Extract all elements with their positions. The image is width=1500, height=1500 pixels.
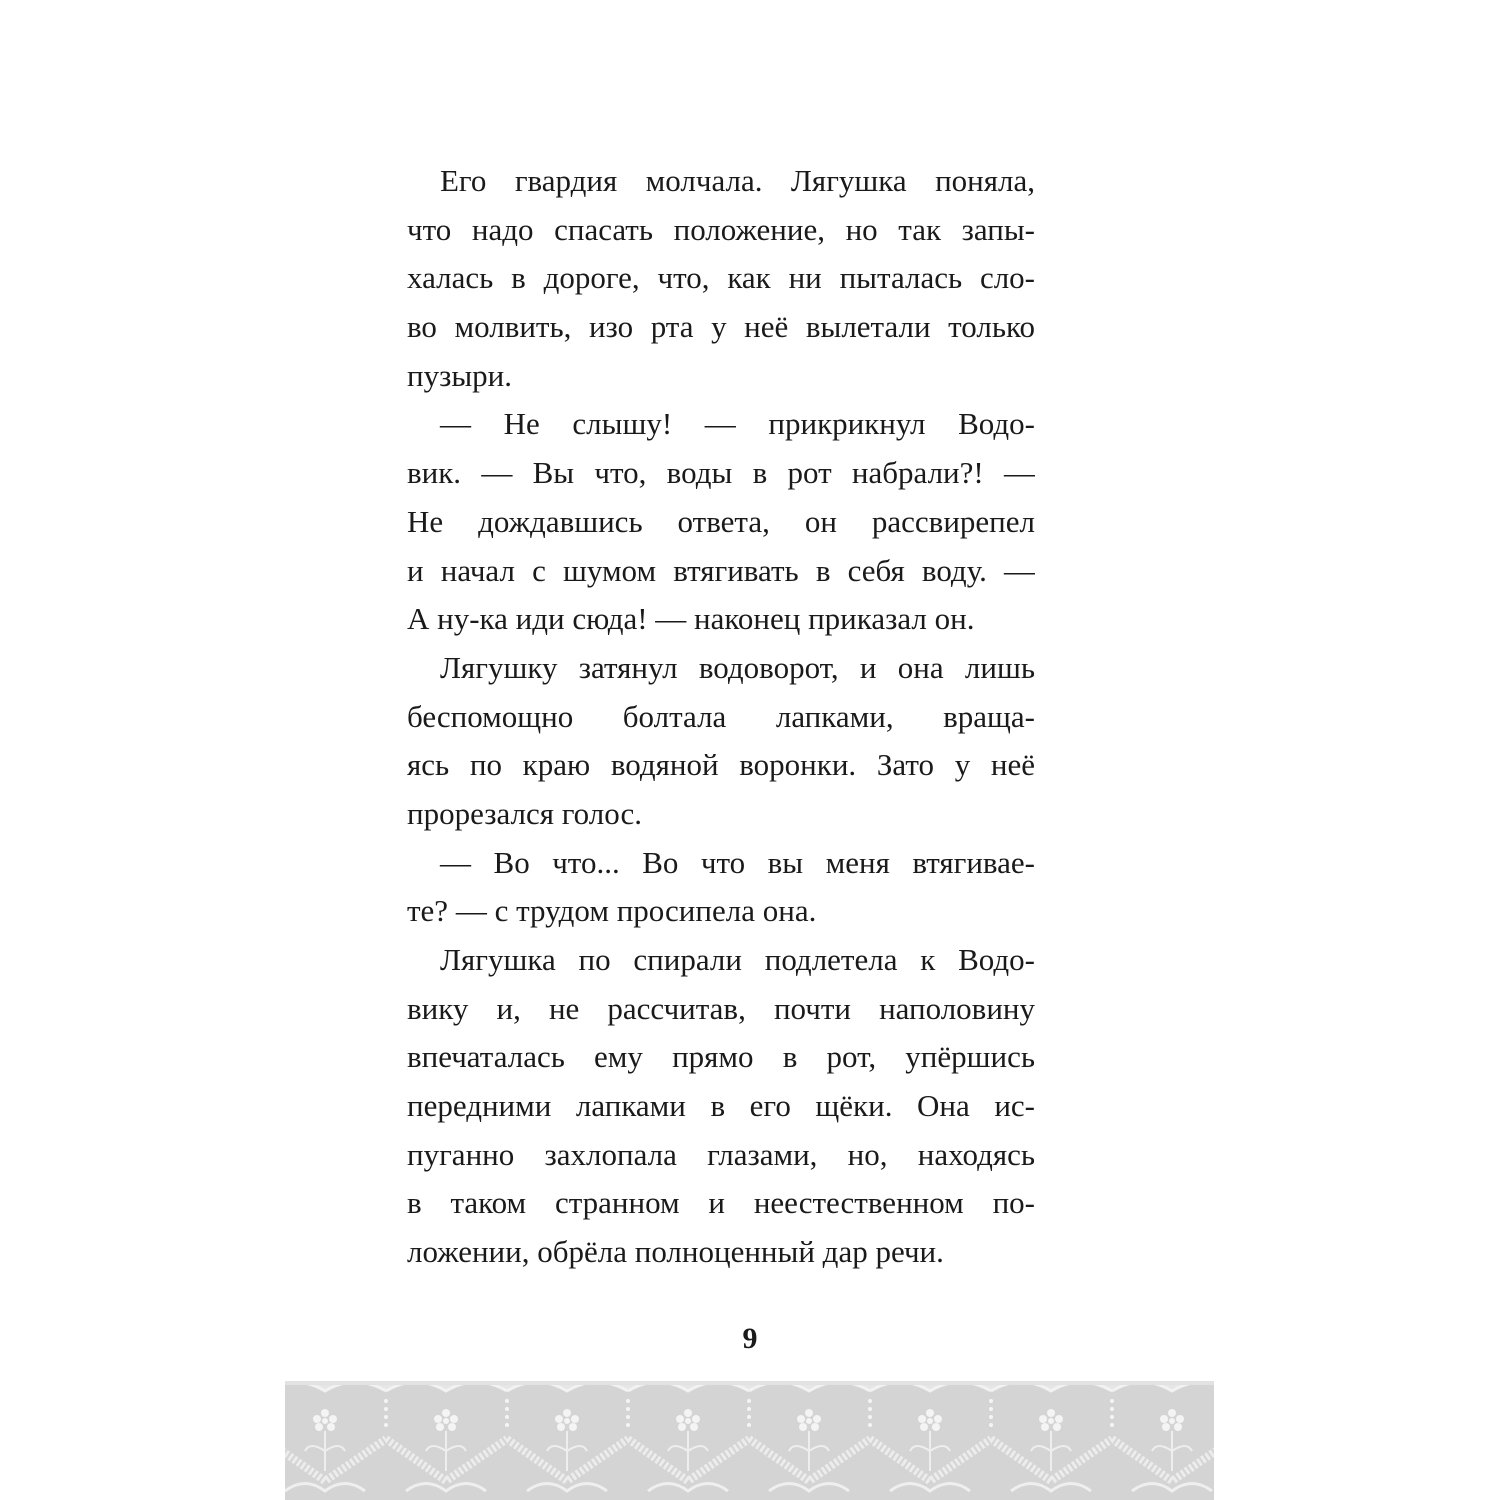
page-number: 9: [742, 1322, 758, 1355]
text-line: прорезался голос.: [407, 795, 643, 831]
text-line: и начал с шумом втягивать в себя воду. —: [407, 552, 1035, 588]
text-line: пуганно захлопала глазами, но, находясь: [407, 1136, 1035, 1172]
text-line: — Во что... Во что вы меня втягивае-: [440, 844, 1035, 880]
text-line: ложении, обрёла полноценный дар речи.: [407, 1234, 944, 1270]
text-line: что надо спасать положение, но так запы-: [407, 211, 1035, 247]
text-line: те? — с трудом просипела она.: [407, 893, 817, 929]
text-line: Лягушку затянул водоворот, и она лишь: [440, 649, 1035, 685]
text-line: А ну-ка иди сюда! — наконец приказал он.: [407, 601, 975, 637]
body-text: [407, 157, 1035, 1277]
text-line: пузыри.: [407, 357, 513, 393]
text-line: в таком странном и неестественном по-: [407, 1185, 1035, 1221]
text-line: Лягушка по спирали подлетела к Водо-: [440, 942, 1035, 977]
text-line: беспомощно болтала лапками, враща-: [407, 698, 1035, 734]
text-line: вик. — Вы что, воды в рот набрали?! —: [407, 455, 1035, 491]
text-line: — Не слышу! — прикрикнул Водо-: [440, 406, 1035, 442]
text-line: ясь по краю водяной воронки. Зато у неё: [407, 747, 1035, 783]
text-line: передними лапками в его щёки. Она ис-: [407, 1088, 1035, 1124]
text-line: во молвить, изо рта у неё вылетали только: [407, 309, 1035, 345]
text-line: Его гвардия молчала. Лягушка поняла,: [440, 163, 1035, 198]
text-line: вику и, не рассчитав, почти наполовину: [407, 990, 1035, 1026]
text-line: впечаталась ему прямо в рот, упёршись: [407, 1039, 1035, 1075]
text-line: Не дождавшись ответа, он рассвирепел: [407, 503, 1035, 539]
decorative-floral-border: [285, 1381, 1214, 1500]
text-line: халась в дороге, что, как ни пыталась сло-: [407, 260, 1035, 296]
